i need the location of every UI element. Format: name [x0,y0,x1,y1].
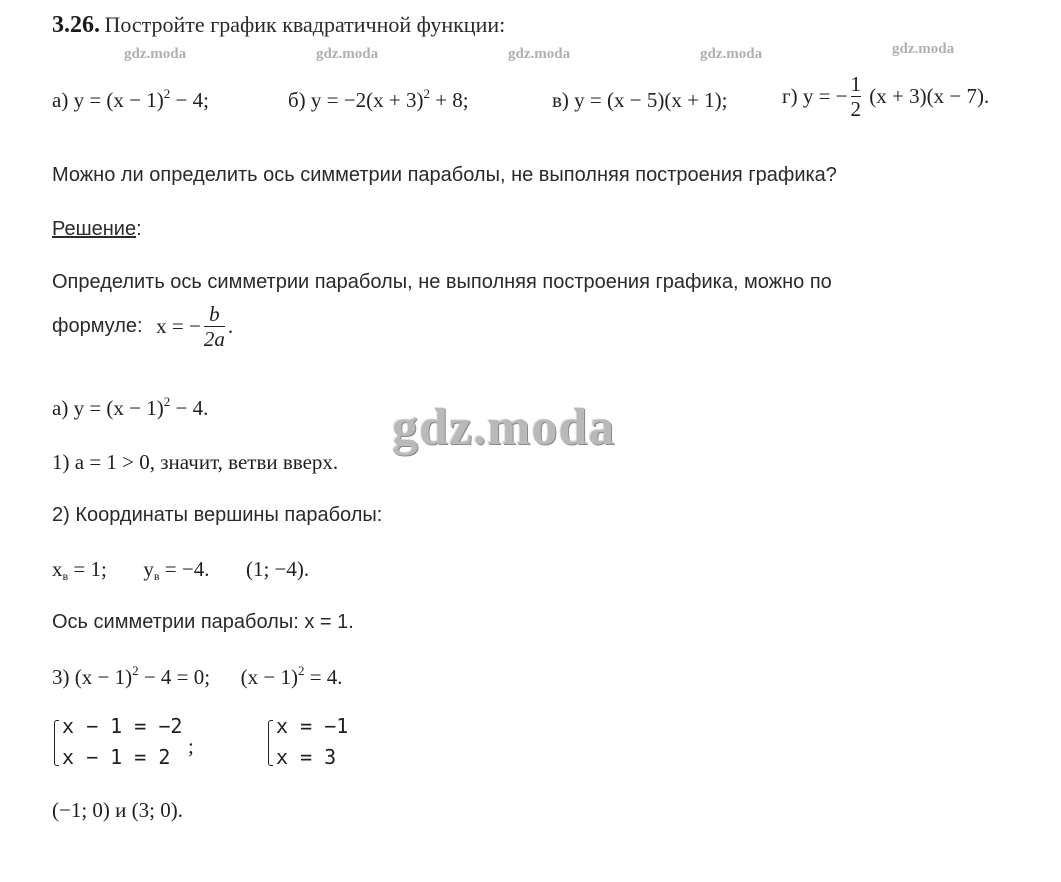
system-1-bracket [54,720,59,766]
watermark-small-2: gdz.moda [316,46,379,62]
watermark-big: gdz.moda [392,399,616,456]
question-text: Можно ли определить ось симметрии параболы, не выполняя построения графика? [52,164,837,186]
system-2-line-2: x = 3 [276,745,337,769]
step-2: 2) Координаты вершины параболы: [52,504,383,526]
part-a-title: а) $y = (x - 1)^2 - 4$. [52,394,209,420]
task-header [52,12,505,39]
roots-line: (−1; 0) и (3; 0). [52,798,183,822]
intro-line-1: Определить ось симметрии параболы, не выполняя построения графика, можно по [52,271,832,293]
task-number: 3.26. [52,12,100,38]
vertex-line: $x_в = 1$; $y_в = -4$. (1; −4). [52,557,310,583]
step-3: 3) $(x - 1)^2 - 4 = 0$; $(x - 1)^2 = 4$. [52,663,343,689]
function-b: б) $y = -2(x + 3)^2 + 8$; [288,86,469,112]
step-1: 1) a = 1 > 0, значит, ветви вверх. [52,450,339,474]
system-1-line-1: x − 1 = −2 [62,714,183,738]
function-a: а) $y = (x - 1)^2 - 4$; [52,86,209,112]
function-g: г) y = − $\frac{1}{2}$ (x + 3)(x − 7). [782,72,990,122]
function-v: в) y = (x − 5)(x + 1); [552,88,728,112]
task-text: Постройте график квадратичной функции: [104,12,506,37]
watermark-small-3: gdz.moda [508,46,571,62]
watermark-small-4: gdz.moda [700,46,763,62]
system-2-line-1: x = −1 [276,714,349,738]
watermark-small-1: gdz.moda [124,46,187,62]
fraction-one-half: $\frac{1}{2}$ [850,72,862,122]
intro-line-2: формуле: x = − $\frac{b}{2a}$ . [52,302,234,352]
system-separator: ; [188,734,194,758]
system-2-bracket [268,720,273,766]
fraction-b-over-2a: $\frac{b}{2a}$ [203,302,225,352]
watermark-small-5: gdz.moda [892,41,955,57]
system-1-line-2: x − 1 = 2 [62,745,171,769]
solution-heading: Решение: [52,218,142,240]
axis-of-symmetry: Ось симметрии параболы: x = 1. [52,611,354,633]
